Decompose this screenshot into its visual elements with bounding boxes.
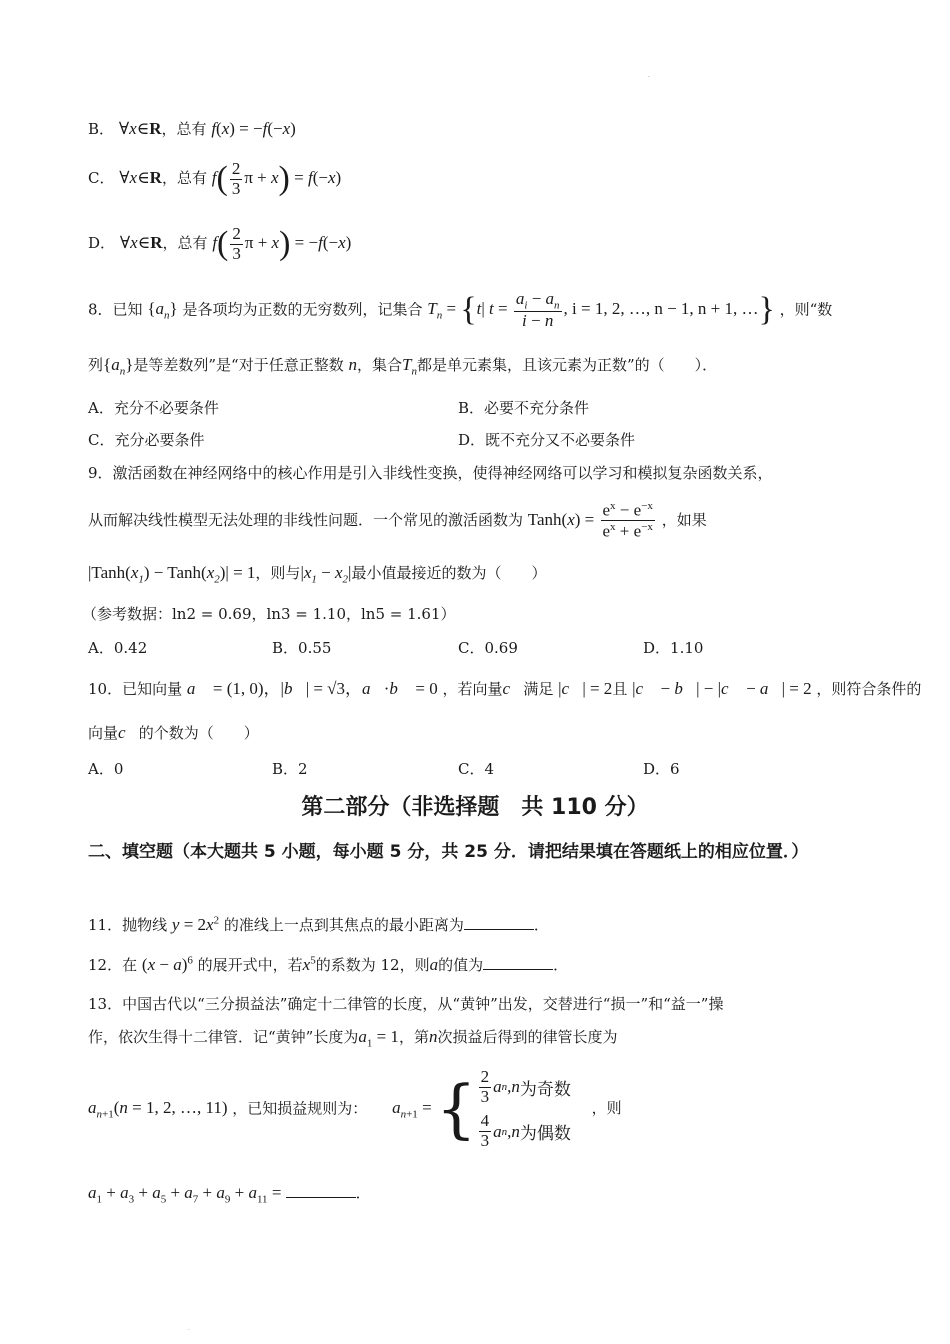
q7-choice-d: D． ∀x∈R，总有 f( $\frac{2}{3}$ π + x) = −f(−x) [88, 224, 352, 263]
question-number: 13． [88, 995, 123, 1013]
q9-stem-line1: 9．激活函数在神经网络中的核心作用是引入非线性变换，使得神经网络可以学习和模拟复杂函数关系， [88, 464, 773, 482]
q12: 12．在 $(x - a)^6$ 的展开式中，若$x^5$的系数为 12，则a的值为 ． [88, 954, 569, 974]
q13-stem-line2: 作，依次生得十二律管．记“黄钟”长度为$a_1 = 1$，第n次损益后得到的律管长度为 [88, 1027, 618, 1050]
answer-blank[interactable] [286, 1183, 356, 1198]
answer-blank[interactable] [464, 915, 534, 930]
section-heading-fill-blank: 二、填空题（本大题共 5 小题，每小题 5 分，共 25 分．请把结果填在答题纸上的相应位置．） [88, 842, 809, 862]
q10-choice-b: B．2 [272, 760, 308, 778]
q8-choice-a: A．充分不必要条件 [88, 399, 219, 417]
question-number: 11． [88, 916, 123, 934]
piecewise-rule: $\frac{2}{3}$ a n , n 为奇数 $\frac{4}{3}$ a n , n 为偶数 [480, 1067, 571, 1151]
q10-stem-line1: 10．已知向量 a⃗ = (1, 0)，|b⃗| = √3，a⃗·b⃗ = 0 ，若向量c⃗满足 |c⃗| = 2且 |c⃗ − b⃗| − |c⃗ − a⃗| = 2 ，则符合条件的 [88, 679, 922, 698]
q7-choice-b: B． ∀x∈R，总有 f(x) = −f(−x) [88, 119, 296, 138]
q10-choice-d: D．6 [643, 760, 680, 778]
page-mark: . [188, 1325, 190, 1332]
q9-choice-b: B．0.55 [272, 639, 332, 657]
q13-stem-line3: $a_{n+1}(n = 1$, 2, …, 11) ，已知损益规则为： $a_{n+1}$ = { $\frac{2}{3}$ a n , n 为奇数 $\frac{4}{3}$ a n , n 为偶数 ，则 [88, 1067, 622, 1151]
q8-stem-line1: 8．已知 $\{a_n\}$ 是各项均为正数的无穷数列，记集合 $T_n = \{t|$ t = $\frac{a_i - a_n}{i - n}$ , i = 1, 2, …, n − 1, n + 1, …} ，则“数 [88, 289, 833, 331]
q13-stem-line1: 13．中国古代以“三分损益法”确定十二律管的长度，从“黄钟”出发，交替进行“损一”和“益一”操 [88, 995, 724, 1013]
q11: 11．抛物线 $y = 2x^2$ 的准线上一点到其焦点的最小距离为 ． [88, 914, 549, 934]
q9-stem-line2: 从而解决线性模型无法处理的非线性问题．一个常见的激活函数为 Tanh(x) = $\frac{e^x - e^{-x}}{e^x + e^{-x}}$ ，如果 [88, 500, 707, 541]
question-number: 8． [88, 300, 113, 319]
q13-stem-line4: $a_1 + a_3 + a_5 + a_7 + a_9 + a_{11}$ = ． [88, 1183, 371, 1206]
q10-choice-a: A．0 [88, 760, 124, 778]
q9-choice-d: D．1.10 [643, 639, 704, 657]
q8-choice-b: B．必要不充分条件 [458, 399, 590, 417]
q8-choice-c: C．充分必要条件 [88, 431, 205, 449]
answer-blank[interactable] [483, 955, 553, 970]
q7-choice-c: C． ∀x∈R，总有 f( $\frac{2}{3}$ π + x) = f(−x) [88, 159, 342, 198]
choice-label: B． [88, 120, 115, 138]
question-number: 12． [88, 956, 123, 974]
page-mark: . [648, 72, 650, 79]
question-number: 9． [88, 464, 113, 482]
q9-reference: （参考数据：ln2 = 0.69，ln3 = 1.10，ln5 = 1.61） [82, 605, 456, 623]
q8-stem-line2: 列$\{a_n\}$是等差数列”是“对于任意正整数 n，集合$T_n$都是单元素集，且该元素为正数”的（ ）． [88, 355, 718, 378]
q9-stem-line3: $|Tanh(x_1)$ − $Tanh(x_2)| = 1$，则与$|x_1 - x_2|$最小值最接近的数为（ ） [88, 563, 547, 586]
q8-choice-d: D．既不充分又不必要条件 [458, 431, 636, 449]
question-number: 10． [88, 680, 123, 698]
q9-choice-c: C．0.69 [458, 639, 518, 657]
q10-stem-line2: 向量c⃗的个数为（ ） [88, 723, 259, 742]
q9-choice-a: A．0.42 [88, 639, 148, 657]
q10-choice-c: C．4 [458, 760, 495, 778]
part2-title: 第二部分（非选择题 共 110 分） [301, 795, 649, 820]
